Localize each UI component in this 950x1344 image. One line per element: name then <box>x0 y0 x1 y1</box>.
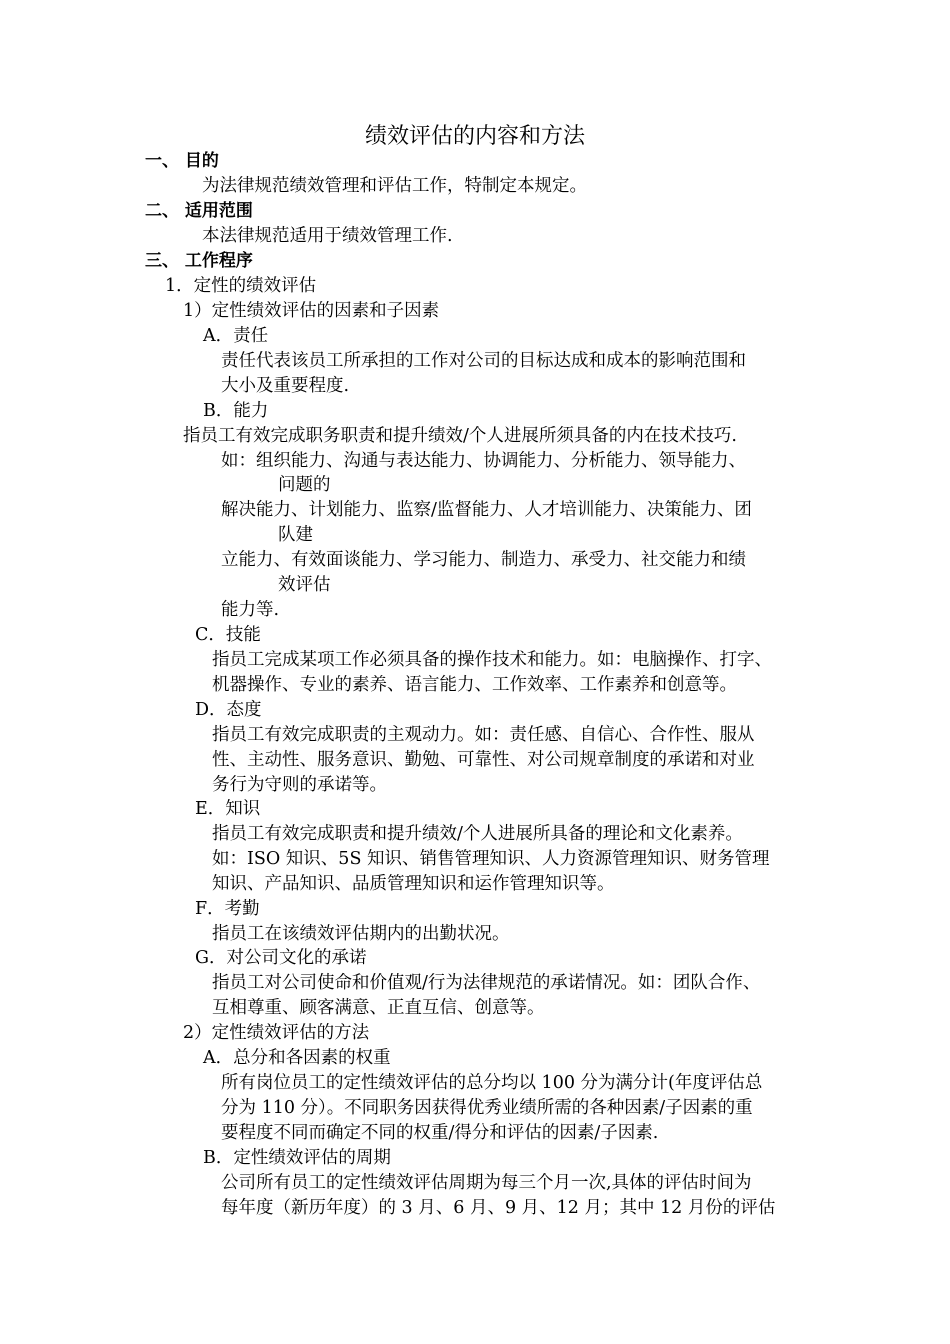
subsection-heading: 1）定性绩效评估的因素和子因素 <box>183 301 440 321</box>
paragraph-line: 指员工完成某项工作必须具备的操作技术和能力。如：电脑操作、打字、 <box>212 650 772 670</box>
paragraph-line: 机器操作、专业的素养、语言能力、工作效率、工作素养和创意等。 <box>212 675 737 695</box>
paragraph-line: 所有岗位员工的定性绩效评估的总分均以 100 分为满分计(年度评估总 <box>221 1073 763 1093</box>
paragraph-line: 要程度不同而确定不同的权重/得分和评估的因素/子因素. <box>221 1123 659 1143</box>
paragraph-line: 如：ISO 知识、5S 知识、销售管理知识、人力资源管理知识、财务管理 <box>212 849 770 869</box>
paragraph-line: 指员工有效完成职责的主观动力。如：责任感、自信心、合作性、服从 <box>212 725 755 745</box>
subsection-heading: 1．定性的绩效评估 <box>165 276 317 296</box>
section-heading-scope: 二、 适用范围 <box>145 201 253 221</box>
paragraph-line: 本法律规范适用于绩效管理工作. <box>202 226 453 246</box>
item-heading: D．态度 <box>195 700 262 720</box>
paragraph-line: 指员工有效完成职务职责和提升绩效/个人进展所须具备的内在技术技巧. <box>183 426 737 446</box>
item-heading: G．对公司文化的承诺 <box>195 948 367 968</box>
paragraph-line: 性、主动性、服务意识、勤勉、可靠性、对公司规章制度的承诺和对业 <box>212 750 755 770</box>
paragraph-line: 为法律规范绩效管理和评估工作，特制定本规定。 <box>202 176 587 196</box>
paragraph-line: 问题的 <box>278 475 331 495</box>
paragraph-line: 指员工有效完成职责和提升绩效/个人进展所具备的理论和文化素养。 <box>212 824 743 844</box>
paragraph-line: 大小及重要程度. <box>221 376 350 396</box>
paragraph-line: 公司所有员工的定性绩效评估周期为每三个月一次,具体的评估时间为 <box>221 1173 752 1193</box>
paragraph-line: 指员工对公司使命和价值观/行为法律规范的承诺情况。如：团队合作、 <box>212 973 761 993</box>
item-heading: B．能力 <box>203 401 269 421</box>
subsection-heading: 2）定性绩效评估的方法 <box>183 1023 370 1043</box>
item-heading: A．责任 <box>203 326 269 346</box>
paragraph-line: 解决能力、计划能力、监察/监督能力、人才培训能力、决策能力、团 <box>221 500 752 520</box>
paragraph-line: 能力等. <box>221 600 280 620</box>
paragraph-line: 指员工在该绩效评估期内的出勤状况。 <box>212 924 510 944</box>
paragraph-line: 每年度（新历年度）的 3 月、6 月、9 月、12 月；其中 12 月份的评估 <box>221 1198 776 1218</box>
paragraph-line: 互相尊重、顾客满意、正直互信、创意等。 <box>212 998 545 1018</box>
page-title: 绩效评估的内容和方法 <box>364 124 585 149</box>
item-heading: C．技能 <box>195 625 261 645</box>
paragraph-line: 分为 110 分）。不同职务因获得优秀业绩所需的各种因素/子因素的重 <box>221 1098 753 1118</box>
paragraph-line: 如：组织能力、沟通与表达能力、协调能力、分析能力、领导能力、 <box>221 451 746 471</box>
paragraph-line: 队建 <box>278 525 313 545</box>
paragraph-line: 务行为守则的承诺等。 <box>212 775 387 795</box>
item-heading: F．考勤 <box>195 899 260 919</box>
paragraph-line: 知识、产品知识、品质管理知识和运作管理知识等。 <box>212 874 615 894</box>
item-heading: E．知识 <box>195 799 261 819</box>
section-heading-purpose: 一、 目的 <box>145 151 219 171</box>
item-heading: A．总分和各因素的权重 <box>203 1048 391 1068</box>
section-heading-procedure: 三、 工作程序 <box>145 251 253 271</box>
item-heading: B．定性绩效评估的周期 <box>203 1148 391 1168</box>
paragraph-line: 效评估 <box>278 575 331 595</box>
paragraph-line: 立能力、有效面谈能力、学习能力、制造力、承受力、社交能力和绩 <box>221 550 746 570</box>
paragraph-line: 责任代表该员工所承担的工作对公司的目标达成和成本的影响范围和 <box>221 351 746 371</box>
